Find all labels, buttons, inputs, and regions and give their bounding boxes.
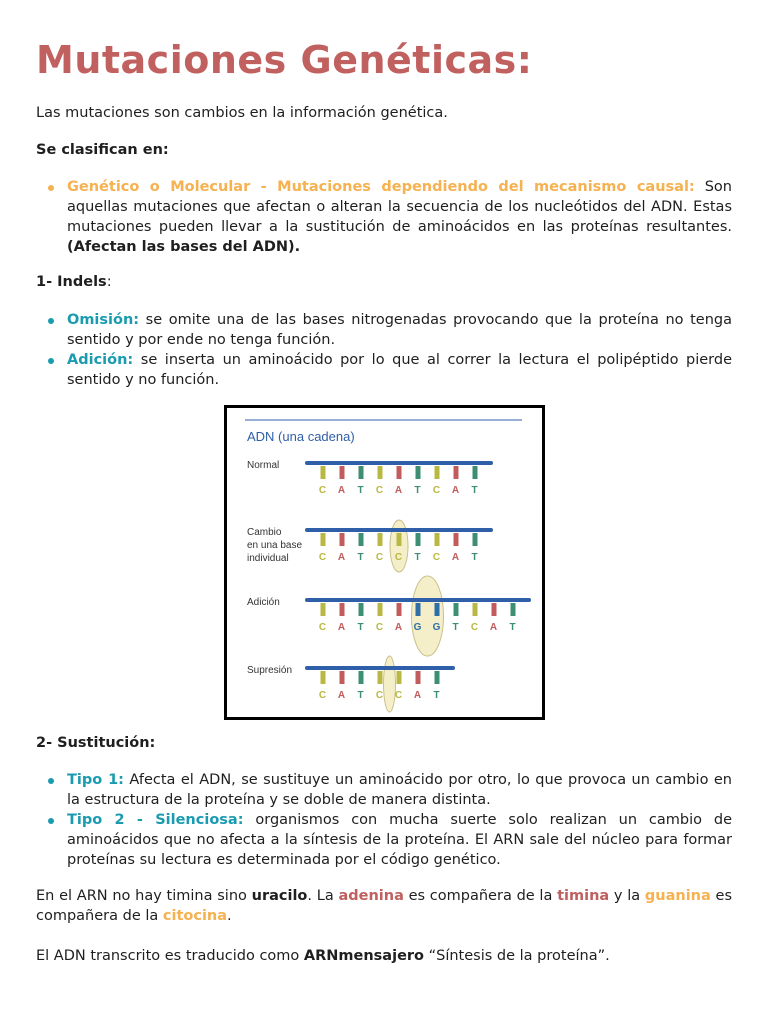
base-letter: A	[337, 622, 347, 633]
row-label: Normal	[247, 460, 280, 471]
base-letter: C	[375, 622, 385, 633]
indel-label: Adición:	[67, 352, 134, 368]
base-stick	[473, 466, 478, 479]
sustitucion-label: Tipo 1:	[67, 772, 124, 788]
adn-text: El ADN transcrito es traducido como	[36, 948, 304, 964]
base-stick	[378, 671, 383, 684]
base-stick	[511, 603, 516, 616]
adn-text: “Síntesis de la proteína”.	[424, 948, 610, 964]
base-stick	[359, 671, 364, 684]
base-letter: A	[451, 485, 461, 496]
base-letter: A	[489, 622, 499, 633]
base-stick	[435, 671, 440, 684]
bullet-icon	[48, 358, 54, 364]
base-stick	[454, 466, 459, 479]
indels-heading-text: 1- Indels	[36, 274, 107, 290]
base-stick	[359, 466, 364, 479]
base-letter: T	[357, 690, 365, 701]
base-letter: A	[394, 485, 404, 496]
base-stick	[397, 533, 402, 546]
sustitucion-label: Tipo 2 - Silenciosa:	[67, 812, 244, 828]
indels-list	[36, 310, 732, 390]
base-letter: C	[375, 690, 385, 701]
base-stick	[416, 466, 421, 479]
base-stick	[378, 533, 383, 546]
base-letter: T	[452, 622, 460, 633]
base-letter: C	[318, 690, 328, 701]
arn-text: y la	[609, 888, 645, 904]
bullet-icon	[48, 778, 54, 784]
classification-text: Son aquellas mutaciones que afectan o alteran la secuencia de los nucleótidos del ADN. Estas mutaciones pueden llevar a la sustitución de aminoácidos en las proteínas resultantes.	[67, 179, 732, 235]
base-stick	[340, 671, 345, 684]
indels-heading	[36, 272, 732, 292]
base-letter: A	[337, 552, 347, 563]
base-stick	[435, 533, 440, 546]
sustitucion-text: organismos con mucha suerte solo realizan un cambio de aminoácidos que no afecta a la síntesis de la proteína. El ARN sale del núcleo para formar proteínas su lectura es determinada por el código genético.	[67, 812, 732, 868]
row-label: Cambio en una base individual	[247, 527, 303, 564]
arn-text: En el ARN no hay timina sino	[36, 888, 252, 904]
list-item	[36, 810, 732, 870]
base-letter: G	[432, 622, 442, 633]
base-stick	[454, 533, 459, 546]
citocina-term: citocina	[162, 908, 228, 924]
base-letter: C	[375, 552, 385, 563]
uracilo-term: uracilo	[251, 888, 308, 904]
base-stick	[435, 603, 440, 616]
figure-title: ADN (una cadena)	[247, 429, 355, 444]
base-letter: C	[394, 552, 404, 563]
base-letter: T	[509, 622, 517, 633]
base-stick	[473, 533, 478, 546]
base-stick	[321, 533, 326, 546]
base-letter: T	[357, 622, 365, 633]
base-letter: T	[414, 485, 422, 496]
base-letter: C	[318, 622, 328, 633]
base-stick	[359, 533, 364, 546]
sustitucion-list	[36, 770, 732, 870]
mutation-highlight	[384, 656, 396, 712]
page-title: Mutaciones Genéticas:	[36, 38, 533, 82]
arn-paragraph	[36, 886, 732, 926]
indel-text: se inserta un aminoácido por lo que al correr la lectura el polipéptido pierde sentido y no función.	[67, 352, 732, 388]
base-letter: A	[394, 622, 404, 633]
base-letter: C	[375, 485, 385, 496]
base-letter: C	[432, 552, 442, 563]
base-stick	[416, 603, 421, 616]
classification-label: Genético o Molecular - Mutaciones dependiendo del mecanismo causal:	[67, 179, 695, 195]
base-stick	[473, 603, 478, 616]
base-stick	[416, 671, 421, 684]
base-stick	[359, 603, 364, 616]
list-item	[36, 177, 732, 257]
guanina-term: guanina	[644, 888, 711, 904]
classification-list	[36, 177, 732, 257]
base-stick	[321, 671, 326, 684]
figure-rows	[247, 460, 529, 712]
base-stick	[397, 603, 402, 616]
list-item	[36, 350, 732, 390]
arn-text: .	[227, 908, 232, 924]
base-letter: T	[433, 690, 441, 701]
base-letter: T	[357, 552, 365, 563]
base-stick	[454, 603, 459, 616]
base-letter: A	[413, 690, 423, 701]
classification-bold-tail: (Afectan las bases del ADN).	[67, 239, 301, 255]
base-letter: T	[414, 552, 422, 563]
list-item	[36, 770, 732, 810]
arn-text: . La	[307, 888, 339, 904]
bullet-icon	[48, 318, 54, 324]
base-letter: C	[318, 552, 328, 563]
sustitucion-heading: 2- Sustitución:	[36, 735, 156, 751]
base-letter: A	[337, 485, 347, 496]
base-stick	[321, 466, 326, 479]
adn-paragraph	[36, 946, 732, 966]
base-stick	[397, 466, 402, 479]
base-letter: C	[394, 690, 404, 701]
indel-label: Omisión:	[67, 312, 140, 328]
base-letter: A	[451, 552, 461, 563]
indels-heading-colon: :	[106, 274, 112, 290]
arnm-term: ARNmensajero	[303, 948, 425, 964]
base-stick	[416, 533, 421, 546]
classify-heading: Se clasifican en:	[36, 142, 169, 158]
base-stick	[397, 671, 402, 684]
dna-mutation-figure	[224, 405, 545, 720]
arn-text: es compañera de la	[403, 888, 558, 904]
base-stick	[435, 466, 440, 479]
base-letter: C	[470, 622, 480, 633]
base-stick	[321, 603, 326, 616]
intro-paragraph	[36, 103, 732, 123]
bullet-icon	[48, 185, 54, 191]
base-stick	[340, 603, 345, 616]
timina-term: timina	[557, 888, 610, 904]
intro-text: Las mutaciones son cambios en la información genética.	[36, 105, 448, 121]
base-letter: G	[413, 622, 423, 633]
base-stick	[340, 466, 345, 479]
base-letter: T	[471, 485, 479, 496]
dna-diagram	[227, 408, 542, 717]
adenina-term: adenina	[338, 888, 404, 904]
base-stick	[340, 533, 345, 546]
bullet-icon	[48, 818, 54, 824]
base-stick	[378, 603, 383, 616]
base-letter: C	[318, 485, 328, 496]
base-stick	[378, 466, 383, 479]
arn-text: es compañera de la	[36, 888, 733, 924]
base-letter: C	[432, 485, 442, 496]
sustitucion-text: Afecta el ADN, se sustituye un aminoácido por otro, lo que provoca un cambio en la estructura de la proteína y se doble de manera distinta.	[67, 772, 732, 808]
base-letter: T	[471, 552, 479, 563]
indel-text: se omite una de las bases nitrogenadas provocando que la proteína no tenga sentido y por ende no tenga función.	[67, 312, 732, 348]
row-label: Supresión	[247, 665, 293, 676]
row-label: Adición	[247, 597, 280, 608]
base-letter: T	[357, 485, 365, 496]
list-item	[36, 310, 732, 350]
base-stick	[492, 603, 497, 616]
base-letter: A	[337, 690, 347, 701]
